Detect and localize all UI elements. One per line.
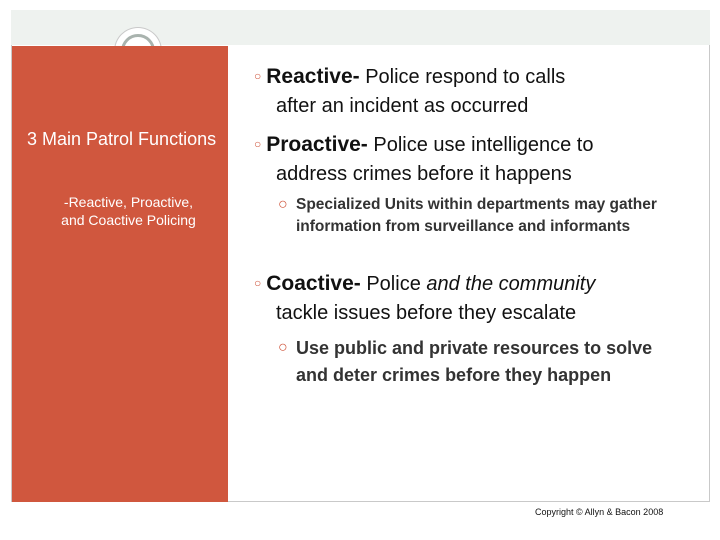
- sub-bullet-proactive: [278, 194, 688, 238]
- sidebar-subtitle: [36, 193, 221, 229]
- sidebar-subtitle-line1: -Reactive, Proactive,: [63, 194, 194, 210]
- reactive-text-line1: Police respond to calls: [359, 66, 566, 88]
- sub-bullet-marker-icon: ○: [278, 339, 288, 356]
- bullet-marker-icon: ○: [254, 276, 262, 290]
- sub-bullet-marker-icon: ○: [278, 196, 288, 213]
- term-proactive: Proactive-: [266, 133, 368, 156]
- sidebar-title: 3 Main Patrol Functions: [27, 129, 217, 149]
- bullet-marker-icon: ○: [254, 69, 262, 83]
- bullet-marker-icon: ○: [254, 137, 262, 151]
- sidebar-subtitle-line2: and Coactive Policing: [61, 212, 196, 228]
- bullet-coactive: [254, 269, 684, 328]
- proactive-text-line2: address crimes before it happens: [276, 163, 572, 185]
- copyright-footer: Copyright © Allyn & Bacon 2008: [535, 507, 664, 517]
- term-coactive: Coactive-: [266, 272, 361, 295]
- proactive-text-line1: Police use intelligence to: [367, 134, 594, 156]
- sub-bullet-coactive: [278, 335, 678, 388]
- sidebar-panel: [12, 46, 228, 502]
- top-band: [11, 10, 710, 45]
- coactive-text-line2: tackle issues before they escalate: [276, 302, 577, 324]
- bullet-proactive: [254, 130, 684, 189]
- term-reactive: Reactive-: [266, 65, 360, 88]
- reactive-text-line2: after an incident as occurred: [276, 95, 529, 117]
- proactive-sub-text: Specialized Units within departments may gather information from surveillance and informants: [296, 196, 657, 235]
- bullet-reactive: [254, 62, 684, 121]
- coactive-sub-text: Use public and private resources to solve and deter crimes before they happen: [296, 338, 653, 385]
- coactive-text-line1-a: Police: [360, 273, 427, 295]
- coactive-text-line1-b: and the community: [426, 273, 596, 295]
